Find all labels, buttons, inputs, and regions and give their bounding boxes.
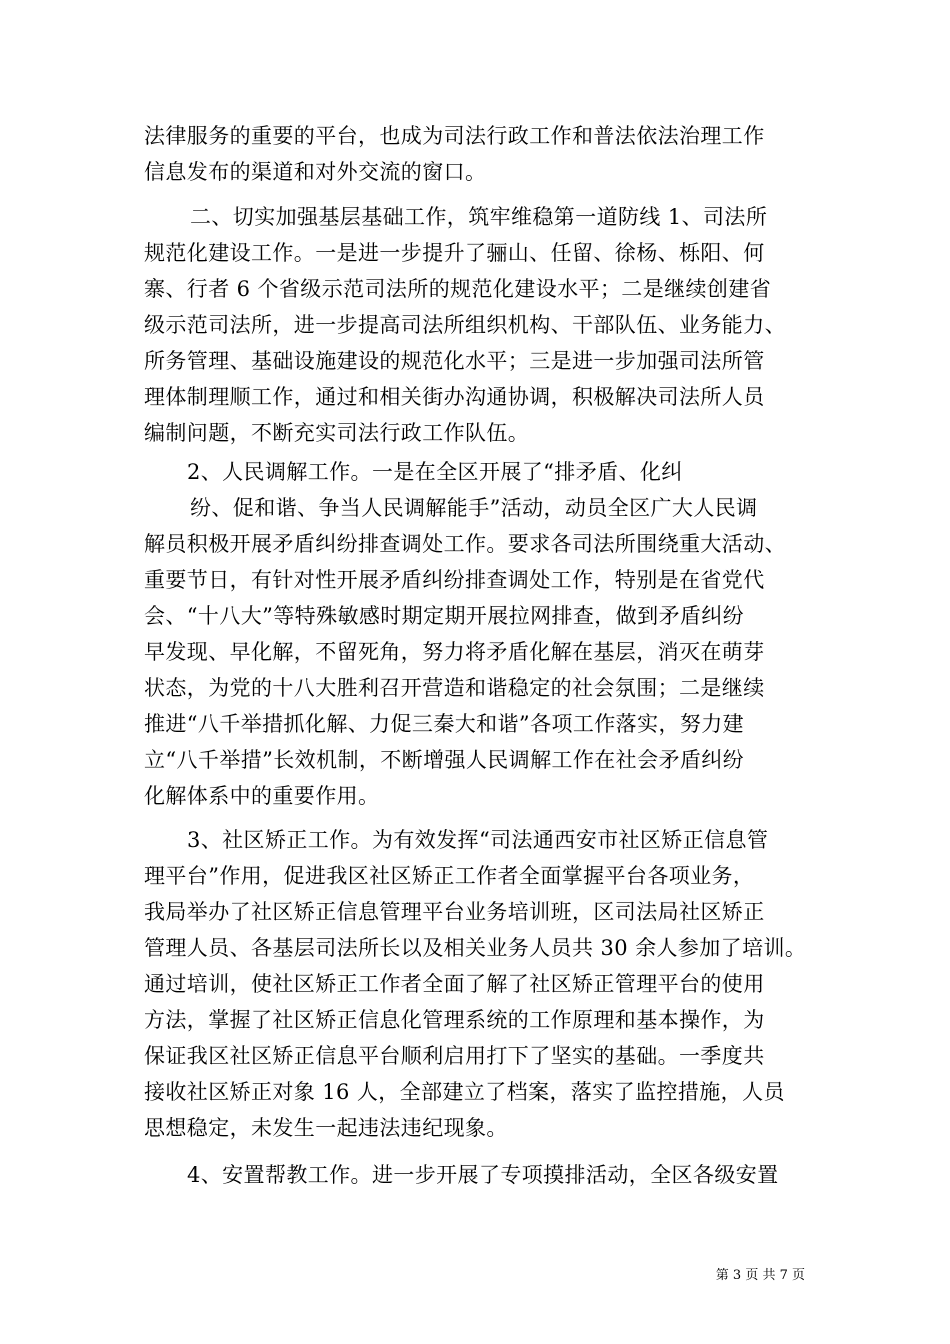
body-line: 所务管理、基础设施建设的规范化水平；三是进一步加强司法所管 <box>144 349 765 373</box>
body-line: 二、切实加强基层基础工作，筑牢维稳第一道防线 1、司法所 <box>190 205 768 229</box>
body-line: 3、社区矫正工作。为有效发挥“司法通西安市社区矫正信息管 <box>187 828 769 852</box>
body-line: 级示范司法所，进一步提高司法所组织机构、干部队伍、业务能力、 <box>144 313 786 337</box>
body-line: 解员积极开展矛盾纠纷排查调处工作。要求各司法所围绕重大活动、 <box>144 532 786 556</box>
body-line: 立“八千举措”长效机制，不断增强人民调解工作在社会矛盾纠纷 <box>144 748 745 772</box>
body-line: 编制问题，不断充实司法行政工作队伍。 <box>144 421 530 445</box>
body-line: 纷、促和谐、争当人民调解能手”活动，动员全区广大人民调 <box>190 496 758 520</box>
body-line: 保证我区社区矫正信息平台顺利启用打下了坚实的基础。一季度共 <box>144 1044 765 1068</box>
body-line: 信息发布的渠道和对外交流的窗口。 <box>144 160 487 184</box>
page-number: 第 3 页 共 7 页 <box>715 1268 805 1283</box>
body-line: 化解体系中的重要作用。 <box>144 784 380 808</box>
body-line: 早发现、早化解，不留死角，努力将矛盾化解在基层，消灭在萌芽 <box>144 640 765 664</box>
body-line: 思想稳定，未发生一起违法违纪现象。 <box>144 1116 508 1140</box>
body-line: 会、“十八大”等特殊敏感时期定期开展拉网排查，做到矛盾纠纷 <box>144 604 745 628</box>
body-line: 理体制理顺工作，通过和相关街办沟通协调，积极解决司法所人员 <box>144 385 765 409</box>
body-line: 4、安置帮教工作。进一步开展了专项摸排活动，全区各级安置 <box>187 1163 779 1187</box>
body-line: 理平台”作用，促进我区社区矫正工作者全面掌握平台各项业务， <box>144 864 755 888</box>
body-line: 寨、行者 6 个省级示范司法所的规范化建设水平；二是继续创建省 <box>144 277 772 301</box>
body-line: 2、人民调解工作。一是在全区开展了“排矛盾、化纠 <box>187 460 683 484</box>
body-line: 方法，掌握了社区矫正信息化管理系统的工作原理和基本操作，为 <box>144 1008 765 1032</box>
body-line: 我局举办了社区矫正信息管理平台业务培训班，区司法局社区矫正 <box>144 900 765 924</box>
body-line: 通过培训，使社区矫正工作者全面了解了社区矫正管理平台的使用 <box>144 972 765 996</box>
body-line: 状态，为党的十八大胜利召开营造和谐稳定的社会氛围；二是继续 <box>144 676 765 700</box>
body-line: 推进“八千举措抓化解、力促三秦大和谐”各项工作落实，努力建 <box>144 712 745 736</box>
body-line: 接收社区矫正对象 16 人，全部建立了档案，落实了监控措施，人员 <box>144 1080 785 1104</box>
body-line: 法律服务的重要的平台，也成为司法行政工作和普法依法治理工作 <box>144 124 765 148</box>
body-line: 重要节日，有针对性开展矛盾纠纷排查调处工作，特别是在省党代 <box>144 568 765 592</box>
body-line: 管理人员、各基层司法所长以及相关业务人员共 30 余人参加了培训。 <box>144 936 807 960</box>
body-line: 规范化建设工作。一是进一步提升了骊山、任留、徐杨、栎阳、何 <box>144 241 765 265</box>
